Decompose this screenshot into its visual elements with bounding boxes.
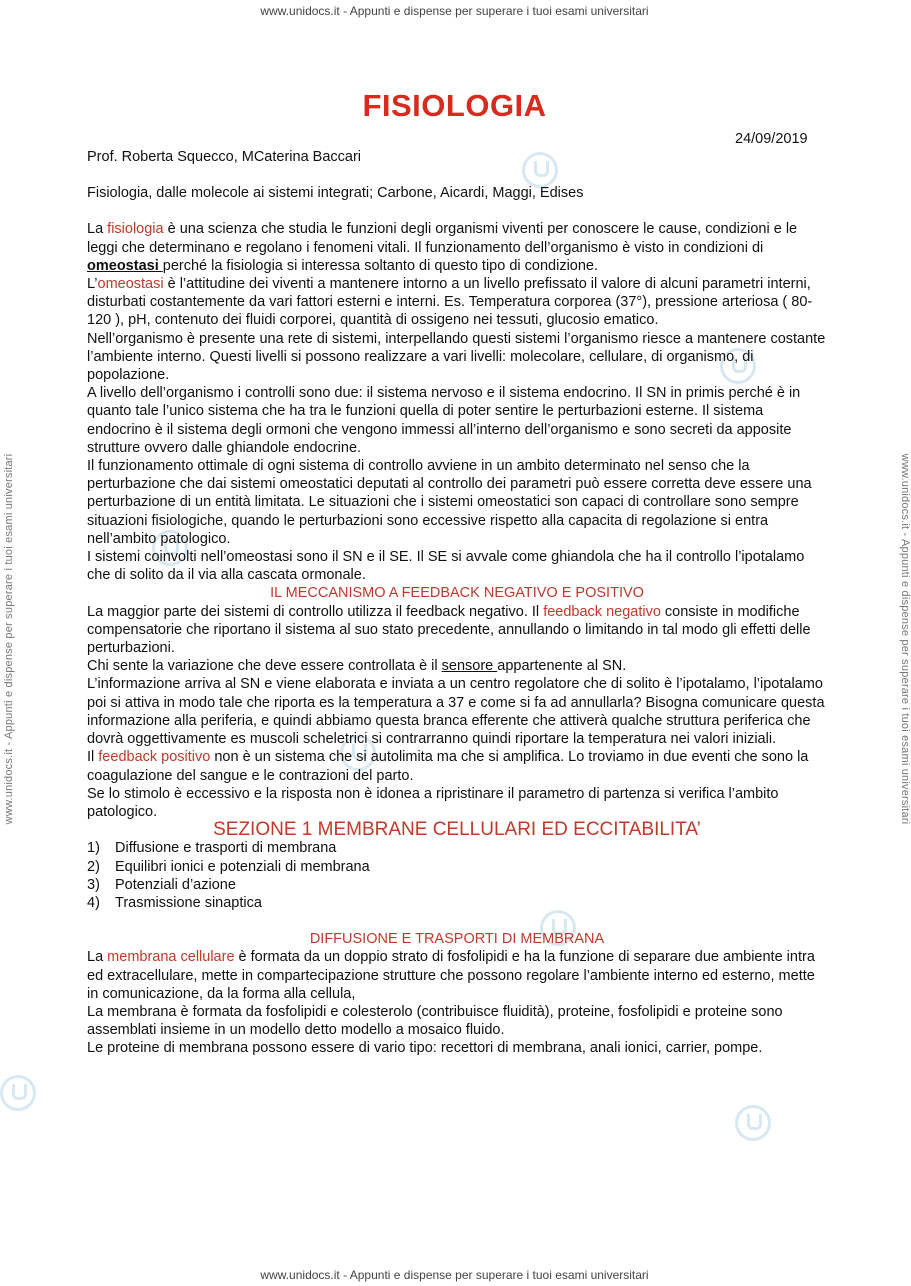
- textbook-line: Fisiologia, dalle molecole ai sistemi integrati; Carbone, Aicardi, Maggi, Edises: [87, 185, 584, 202]
- highlighted-term: membrana cellulare: [107, 949, 235, 966]
- section-heading: DIFFUSIONE E TRASPORTI DI MEMBRANA: [309, 931, 605, 948]
- paragraph: A livello dell’organismo i controlli sono due: il sistema nervoso e il sistema endocrino. Il SN in primis perché è in quanto tale l’unico sistema che ha tra le funzioni quella di poter sentire le perturbazioni esterne. Il sistema endocrino è il sistema degli ormoni che vengono immessi all’interno dell’organismo e sono secreti da apposite strutture ovvero dalle ghiandole endocrine.: [87, 385, 801, 456]
- paragraph: Chi sente la variazione che deve essere controllata è il sensore appartenente al SN.: [87, 658, 627, 675]
- watermark-right: www.unidocs.it - Appunti e dispense per superare i tuoi esami universitari: [899, 453, 911, 825]
- highlighted-term: feedback positivo: [98, 749, 211, 766]
- paragraph: L’omeostasi è l’attitudine dei viventi a mantenere intorno a un livello prefissato il valore di alcuni parametri interni, disturbati costantemente da vari fattori esterni e interni. Es. Temperatura corporea (37°), pressione arteriosa ( 80-120 ), pH, contenuto dei fluidi corporei, quantità di ossigeno nei tessuti, glucosio ematico.: [87, 276, 813, 329]
- paragraph: Nell’organismo è presente una rete di sistemi, interpellando questi sistemi l’organismo riesce a mantenere costante l’ambiente interno. Questi livelli si possono realizzare a vari livelli: molecolare, cellulare, di organismo, di popolazione.: [87, 330, 826, 384]
- list-item: 1) Diffusione e trasporti di membrana: [87, 840, 337, 857]
- professors-line: Prof. Roberta Squecco, MCaterina Baccari: [87, 149, 362, 165]
- highlighted-term: feedback negativo: [543, 603, 661, 620]
- page-title: FISIOLOGIA: [362, 88, 547, 123]
- paragraph: I sistemi coinvolti nell’omeostasi sono il SN e il SE. Il SE si avvale come ghiandola che ha il controllo l’ipotalamo che di solito da il via alla cascata ormonale.: [87, 549, 805, 584]
- underlined-term: omeostasi: [87, 257, 163, 274]
- document-date: 24/09/2019: [735, 131, 808, 147]
- highlighted-term: omeostasi: [97, 276, 164, 293]
- section-title: SEZIONE 1 MEMBRANE CELLULARI ED ECCITABILITA’: [213, 819, 701, 841]
- underlined-term: sensore: [441, 658, 498, 675]
- document-body: [87, 148, 827, 1058]
- watermark-bottom: www.unidocs.it - Appunti e dispense per superare i tuoi esami universitari: [260, 1268, 649, 1282]
- paragraph: Le proteine di membrana possono essere di vario tipo: recettori di membrana, anali ionici, carrier, pompe.: [87, 1040, 763, 1057]
- paragraph: Il funzionamento ottimale di ogni sistema di controllo avviene in un ambito determinato nel senso che la perturbazione che dai sistemi omeostatici deputati al controllo dei parametri può essere corretta deve essere una perturbazione di un entità limitata. Le situazioni che i sistemi omeostatici son capaci di controllare sono sempre situazioni fisiologiche, quando le perturbazioni sono eccessive rispetto alla capacita di regolazione si entra nell’ambito patologico.: [87, 458, 812, 547]
- list-item: 3) Potenziali d’azione: [87, 876, 236, 893]
- paragraph: La membrana è formata da fosfolipidi e colesterolo (contribuisce fluidità), proteine, fosfolipidi e proteine sono assemblati insieme in un modello detto modello a mosaico fluido.: [87, 1003, 783, 1039]
- list-item: 4) Trasmissione sinaptica: [87, 894, 262, 911]
- paragraph: La membrana cellulare è formata da un doppio strato di fosfolipidi e ha la funzione di separare due ambiente intra ed extracellulare, mette in compartecipazione strutture che possono regolare l’ambiente interno ed esterno, mette in comunicazione, da la forma alla cellula,: [87, 949, 815, 1002]
- paragraph: Se lo stimolo è eccessivo e la risposta non è idonea a ripristinare il parametro di partenza si verifica l’ambito patologico.: [87, 785, 779, 820]
- watermark-left: www.unidocs.it - Appunti e dispense per superare i tuoi esami universitari: [3, 453, 15, 825]
- paragraph: La maggior parte dei sistemi di controllo utilizza il feedback negativo. Il feedback negativo consiste in modifiche compensatorie che riportano il sistema al suo stato precedente, annullando o limitando in tal modo gli effetti delle perturbazioni.: [87, 603, 811, 657]
- paragraph: L’informazione arriva al SN e viene elaborata e inviata a un centro regolatore che di solito è l’ipotalamo, l’ipotalamo poi si attiva in modo tale che riporta es la temperatura a 37 e come si fa ad annullarla? Bisogna comunicare questa informazione alla periferia, e quindi abbiamo questa branca efferente che attiverà qualche struttura periferica che dovrà oggettivamente es muscoli scheletrici si contrarranno quindi riportare la temperatura nei valori iniziali.: [87, 676, 825, 748]
- section-heading: IL MECCANISMO A FEEDBACK NEGATIVO E POSITIVO: [270, 585, 644, 602]
- watermark-top: www.unidocs.it - Appunti e dispense per superare i tuoi esami universitari: [260, 4, 649, 18]
- list-item: 2) Equilibri ionici e potenziali di membrana: [87, 858, 370, 875]
- paragraph: Il feedback positivo non è un sistema che si autolimita ma che si amplifica. Lo troviamo in due eventi che sono la coagulazione del sangue e le contrazioni del parto.: [87, 749, 809, 784]
- watermark-logo-icon: [0, 1075, 36, 1111]
- highlighted-term: fisiologia: [107, 221, 164, 238]
- paragraph: La fisiologia è una scienza che studia le funzioni degli organismi viventi per conoscere le cause, condizioni e le leggi che determinano e regolano i fenomeni vitali. Il funzionamento dell’organismo è visto in condizioni di omeostasi perché la fisiologia si interessa soltanto di questo tipo di condizione.: [87, 221, 798, 274]
- topic-list: [87, 839, 827, 912]
- watermark-logo-icon: [735, 1105, 771, 1141]
